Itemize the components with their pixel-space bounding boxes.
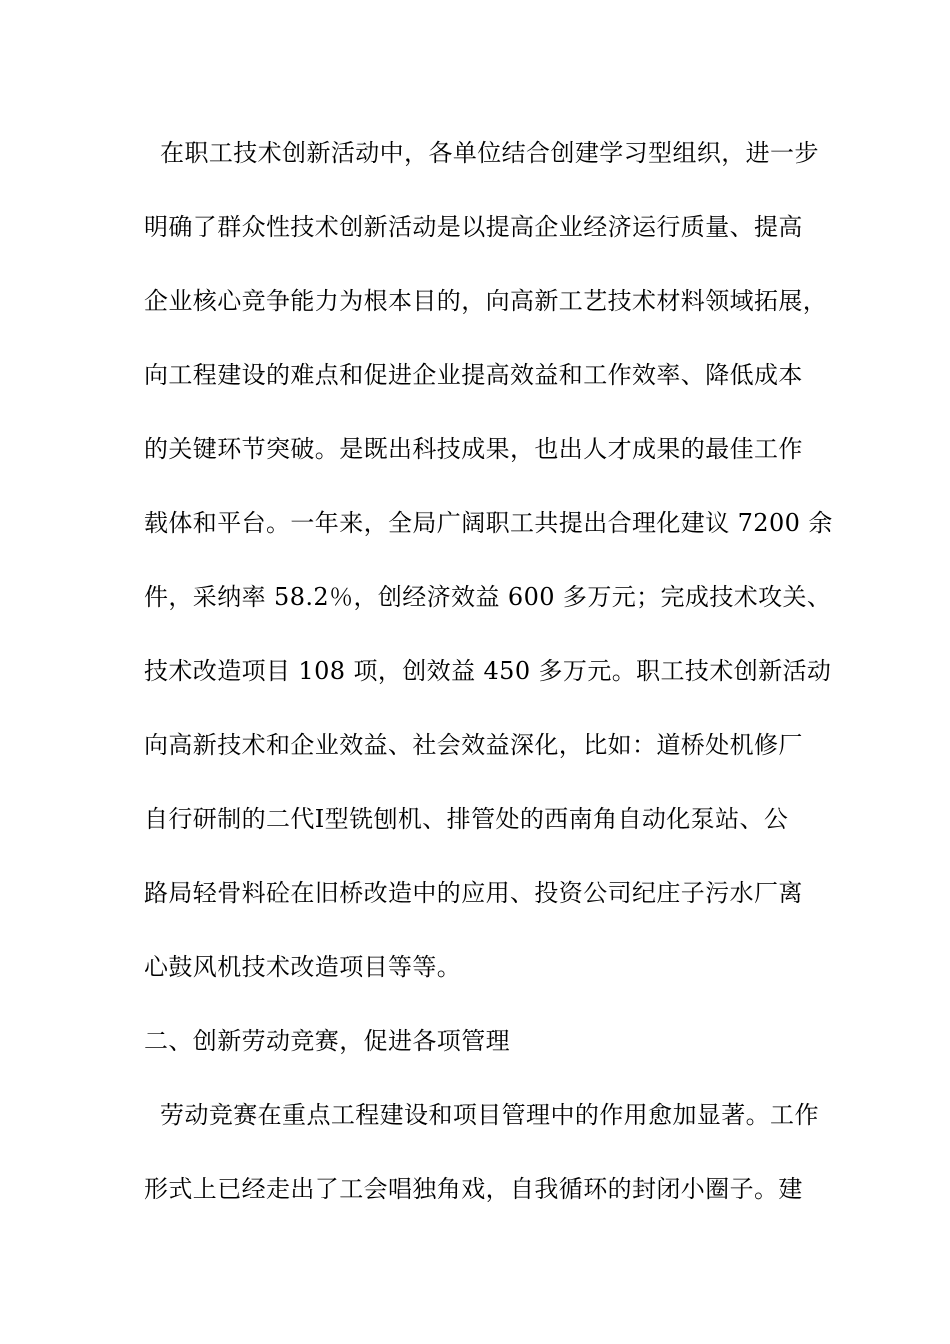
paragraph-line: 路局轻骨料砼在旧桥改造中的应用、投资公司纪庄子污水厂离 bbox=[144, 879, 803, 907]
paragraph-line: 载体和平台。一年来，全局广阔职工共提出合理化建议 7200 余 bbox=[144, 509, 833, 537]
paragraph-line: 形式上已经走出了工会唱独角戏，自我循环的封闭小圈子。建 bbox=[144, 1175, 803, 1203]
paragraph-line: 在职工技术创新活动中，各单位结合创建学习型组织，进一步 bbox=[144, 139, 819, 167]
section-heading: 二、创新劳动竞赛，促进各项管理 bbox=[144, 1027, 510, 1055]
paragraph-line: 的关键环节突破。是既出科技成果，也出人才成果的最佳工作 bbox=[144, 435, 803, 463]
paragraph-line: 明确了群众性技术创新活动是以提高企业经济运行质量、提高 bbox=[144, 213, 803, 241]
paragraph-line: 技术改造项目 108 项，创效益 450 多万元。职工技术创新活动 bbox=[144, 657, 832, 685]
paragraph-line: 心鼓风机技术改造项目等等。 bbox=[144, 953, 462, 981]
paragraph-line: 件，采纳率 58.2％，创经济效益 600 多万元；完成技术攻关、 bbox=[144, 583, 832, 611]
paragraph-line: 企业核心竞争能力为根本目的，向高新工艺技术材料领域拓展， bbox=[144, 287, 828, 315]
paragraph-line: 自行研制的二代Ⅰ型铣刨机、排管处的西南角自动化泵站、公 bbox=[144, 805, 789, 833]
paragraph-line: 劳动竞赛在重点工程建设和项目管理中的作用愈加显著。工作 bbox=[144, 1101, 819, 1129]
paragraph-line: 向高新技术和企业效益、社会效益深化，比如：道桥处机修厂 bbox=[144, 731, 803, 759]
paragraph-line: 向工程建设的难点和促进企业提高效益和工作效率、降低成本 bbox=[144, 361, 803, 389]
